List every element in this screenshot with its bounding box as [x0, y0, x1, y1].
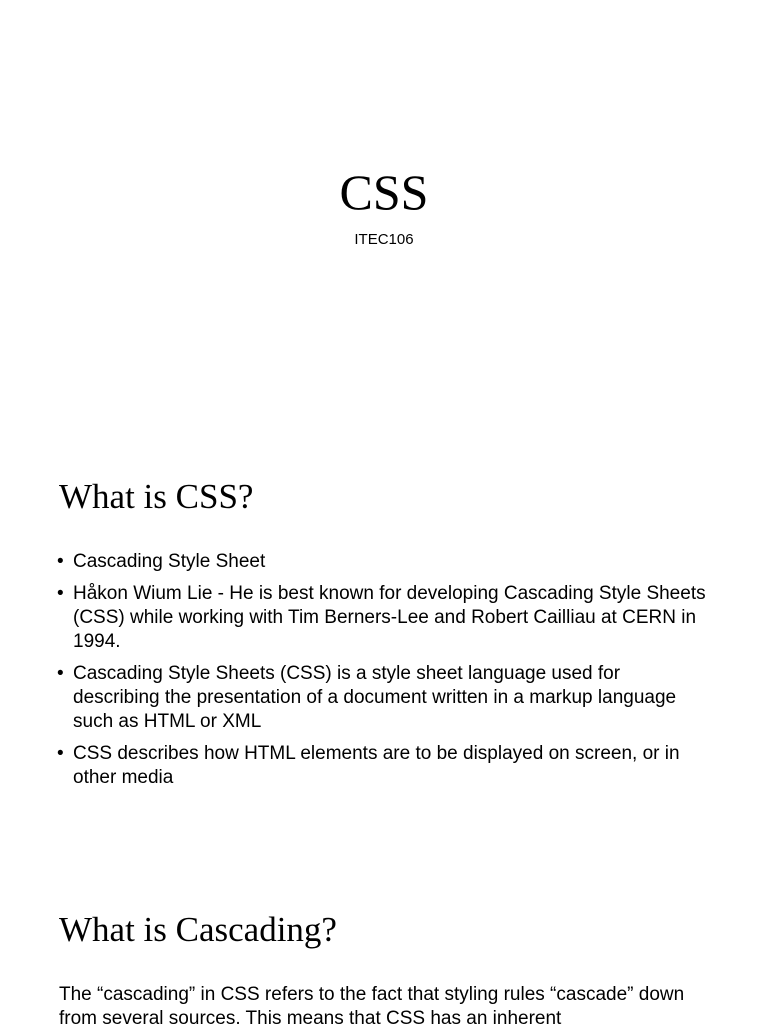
bullet-icon: • [57, 583, 64, 604]
slide-subtitle: ITEC106 [354, 231, 414, 248]
title-slide [0, 0, 768, 420]
bullet-item [57, 662, 707, 734]
slide-paragraph: The “cascading” in CSS refers to the fact that styling rules “cascade” down from several sources. This means that CSS has an inherent [59, 984, 685, 1029]
slide-heading: What is Cascading? [59, 910, 337, 949]
bullet-icon: • [57, 551, 64, 572]
slide-title: CSS [339, 164, 429, 220]
bullet-item [57, 582, 707, 654]
what-is-cascading-slide [0, 876, 768, 1029]
bullet-icon: • [57, 743, 64, 764]
slide-heading: What is CSS? [59, 477, 254, 516]
bullet-text: Cascading Style Sheets (CSS) is a style sheet language used for describing the presentation of a document written in a markup language such as HTML or XML [73, 663, 677, 732]
bullet-item [57, 550, 707, 574]
bullet-icon: • [57, 663, 64, 684]
bullet-list [57, 550, 707, 798]
bullet-item [57, 742, 707, 790]
bullet-text: Håkon Wium Lie - He is best known for developing Cascading Style Sheets (CSS) while working with Tim Berners-Lee and Robert Cailliau at CERN in 1994. [73, 583, 706, 652]
bullet-text: Cascading Style Sheet [73, 551, 266, 572]
what-is-css-slide [0, 432, 768, 872]
bullet-text: CSS describes how HTML elements are to be displayed on screen, or in other media [73, 743, 680, 788]
